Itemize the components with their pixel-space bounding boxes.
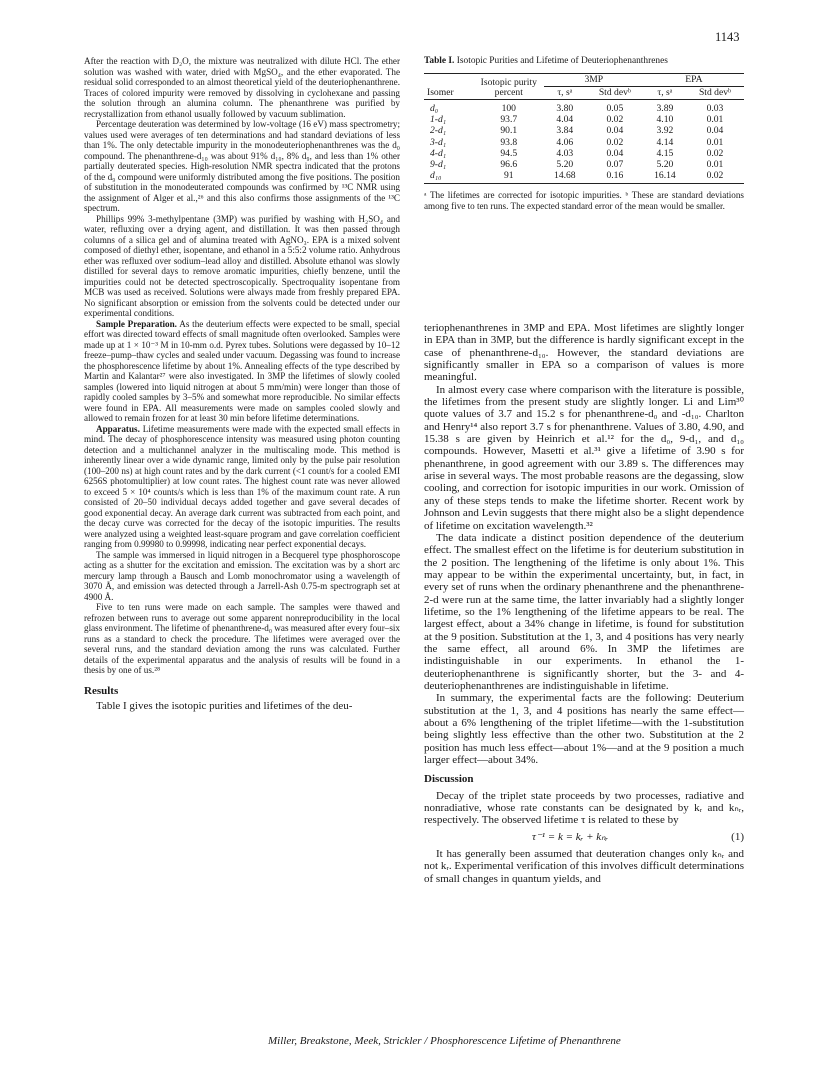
page-number: 1143 — [715, 30, 740, 44]
paragraph: The data indicate a distinct position dependence of the deuterium effect. The smallest effect on the lifetime is for deuterium substitution in the 2 position. The lengthening of the lifetime is only about 1%. This may appear to be within the experimental uncertainty, but, in fact, in every set of runs when the ordinary phenanthrene and the phenanthrene-2-d were run at the same time, the latter invariably had a slightly longer lifetime, so the 1% lengthening of the lifetime appears to be real. The largest effect, about a 34% change in lifetime, is found for substitution at the 9 position. Substitution at the 1, 3, and 4 positions has very nearly the same effect, all around 6%. In 3MP the lifetimes are indistinguishable in our experiments. In ethanol the 1-deuteriophenanthrene is significantly shorter, but the 3- and 4-deuteriophenanthrenes are indistinguishable in lifetime. — [424, 531, 744, 692]
column-header-purity: Isotopic purity percent — [474, 74, 544, 100]
cell-sd-epa: 0.01 — [706, 159, 724, 171]
cell-isomer: 3-d₁ — [430, 136, 447, 148]
paragraph: Phillips 99% 3-methylpentane (3MP) was purified by washing with H₂SO₄ and water, refluxing over a drying agent, and distillation. It was then passed through columns of a silica gel and of alumina treated with AgNO₃. EPA is a mixed solvent composed of diethyl ether, isopentane, and ethanol in a 5:5:2 volume ratio. Anhydrous ether was refluxed over sodium–lead alloy and distilled. Absolute ethanol was slowly distilled for several days to remove aromatic impurities, chiefly benzene, until the impurities could not be detected spectroscopically. Spectroquality isopentane from MCB was used as received. Solutions were always made from freshly prepared EPA. No significant absorption or emission from the solvents could be detected under our experimental conditions. — [84, 213, 400, 318]
cell-tau-3mp: 4.04 — [556, 114, 574, 126]
cell-purity: 96.6 — [500, 159, 518, 171]
cell-tau-epa: 3.89 — [656, 103, 674, 114]
sample-preparation-text: As the deuterium effects were expected to be small, special effort was directed toward effects of small magnitude often overlooked. Samples were made up at 1 × 10⁻³ M in 10-mm o.d. Pyrex tubes. Solutions were degassed by 10–12 freeze–pump–thaw cycles and sealed under vacuum. Degassing was found to increase the phosphorescence lifetime by about 1%. Annealing effects of the type described by Martin and Kalantar²⁷ were also investigated. In 3MP the lifetimes of slowly cooled samples (lowered into liquid nitrogen at about 5 mm/min) were longer than those of rapidly cooled samples by 3–5% and somewhat more reproducible. No similar effects were found in EPA. All measurements were made on samples cooled slowly and allowed to remain frozen for at least 30 min before lifetime determinations. — [84, 318, 400, 423]
table-block — [424, 56, 744, 212]
cell-tau-epa: 4.14 — [656, 136, 674, 148]
cell-sd-3mp: 0.07 — [606, 159, 624, 171]
paragraph: Table I gives the isotopic purities and lifetimes of the deu- — [96, 700, 353, 712]
cell-sd-epa: 0.03 — [706, 103, 724, 114]
cell-purity: 93.8 — [500, 136, 518, 148]
cell-isomer: 1-d₁ — [430, 114, 447, 126]
cell-sd-epa: 0.02 — [686, 170, 744, 184]
cell-purity: 90.1 — [500, 125, 518, 137]
section-heading-results: Results — [84, 684, 119, 697]
cell-tau-3mp: 4.03 — [556, 147, 574, 159]
paragraph: teriophenanthrenes in 3MP and EPA. Most lifetimes are slightly longer in EPA than in 3MP, but the difference is hardly significant except in the case of phenanthrene-d₁₀. However, the standard deviations are significantly smaller in EPA so a comparison of values is more meaningful. — [424, 322, 744, 384]
cell-tau-3mp: 4.06 — [556, 136, 574, 148]
section-heading-apparatus: Apparatus. — [96, 423, 140, 434]
column-header-tau-epa: τ, sᵃ — [644, 87, 686, 100]
apparatus-text: Lifetime measurements were made with the expected small effects in mind. The decay of phosphorescence intensity was measured using photon counting detection and a multichannel analyzer in the multiscaling mode. This method is inherently linear over a wide dynamic range, limited only by the pulse pair resolution (100–200 ns) at high count rates and by the dark current (<1 count/s for a cooled EMI 6256S photomultiplier) at low count rates. The highest count rate was never allowed to exceed 5 × 10⁴ counts/s which is less than 1% of the maximum count rate. A run consisted of 20–50 individual decays added together and gave several decades of good exponential decay. An average dark current was subtracted from each point, and the decay curve was corrected for the decay of the isotopic impurities. The results were analyzed using a weighted least-square program and gave correlation coefficient ranging from 0.99980 to 0.99998, indicating near perfect exponential decays. — [84, 423, 400, 549]
paragraph: Decay of the triplet state proceeds by two processes, radiative and nonradiative, whose rate constants can be designated by kᵣ and kₙᵣ, respectively. The observed lifetime τ is related to these by — [424, 789, 744, 827]
cell-sd-3mp: 0.02 — [606, 136, 624, 148]
paragraph — [84, 424, 400, 550]
table-title: Isotopic Purities and Lifetime of Deuteriophenanthrenes — [456, 56, 668, 66]
equation — [424, 831, 744, 843]
column-header-tau-3mp: τ, sᵃ — [544, 87, 586, 100]
cell-purity: 100 — [501, 103, 516, 114]
column-header-sd-epa: Std devᵇ — [686, 87, 744, 100]
table-row — [424, 159, 744, 170]
cell-isomer: 9-d₁ — [430, 159, 447, 171]
cell-tau-3mp: 3.84 — [556, 125, 574, 137]
table-row — [424, 114, 744, 125]
table-label: Table I. — [424, 56, 455, 66]
paragraph: In summary, the experimental facts are the following: Deuterium substitution at the 1, 3, and 4 positions has nearly the same effect—about a 6% lengthening of the triplet lifetime—with the 1-substitution being slightly less effective than the other two. Substitution at the 2 position has much less effect—about 1%—and at the 9 position a much larger effect—about 34%. — [424, 692, 744, 767]
cell-isomer: d₀ — [430, 103, 439, 114]
table-row — [424, 100, 744, 115]
table-row — [424, 137, 744, 148]
cell-tau-epa: 3.92 — [656, 125, 674, 137]
data-table — [424, 73, 744, 184]
paragraph: In almost every case where comparison with the literature is possible, the lifetimes from the present study are slightly longer. Li and Lim³⁰ quote values of 3.7 and 15.2 s for phenanthrene-d₀ and -d₁₀. Charlton and Henry¹⁴ also report 3.7 s for phenanthrene. Values of 3.80, 4.90, and 15.38 s are given by Heinrich et al.¹² for the d₀, 9-d₁, and d₁₀ compounds. However, Masetti et al.³¹ give a lifetime of 3.90 s for phenanthrene, in good agreement with our 3.89 s. The differences may arise in several ways. The most probable reasons are the degassing, slow cooling, and correction for isotopic impurities in our work. Omission of any of these steps tends to make the lifetime shorter. Recent work by Johnson and Levin suggests that there might also be a slight dependence of lifetime on excitation wavelength.³² — [424, 383, 744, 532]
running-footer: Miller, Breakstone, Meek, Strickler / Phosphorescence Lifetime of Phenanthrene — [268, 1035, 621, 1047]
cell-sd-3mp: 0.16 — [586, 170, 644, 184]
cell-tau-3mp: 5.20 — [556, 159, 574, 171]
cell-purity: 91 — [474, 170, 544, 184]
table-caption — [424, 56, 744, 67]
paragraph: It has generally been assumed that deuteration changes only kₙᵣ and not kᵣ. Experimental verification of this involves difficult determinations of small changes in quantum yields, and — [424, 848, 744, 885]
cell-isomer: d₁₀ — [424, 170, 474, 184]
column-header-isomer: Isomer — [424, 74, 474, 100]
table-row — [424, 170, 744, 184]
paragraph: Percentage deuteration was determined by low-voltage (16 eV) mass spectrometry; values used were averages of ten determinations and had standard deviations of less than 1%. The only detectable impurity in the monodeuteriophenanthrenes was the d₀ compound. The phenanthrene-d₁₀ was about 91% d₁₀, 8% d₉, and less than 1% other partially deuterated species. High-resolution NMR spectra indicated that the protons of the d₉ compound were uniformly distributed among the five positions. The position of substitution in the monodeuterated compounds was confirmed by ¹³C NMR using the assignment of Alger et al.,²⁶ and this also confirms those assignments of the ¹³C spectrum. — [84, 119, 400, 213]
cell-tau-epa: 4.10 — [656, 114, 674, 126]
equation-number: (1) — [731, 830, 744, 843]
section-heading-discussion: Discussion — [424, 773, 474, 786]
cell-sd-epa: 0.04 — [706, 125, 724, 137]
column-group-epa: EPA — [644, 74, 744, 87]
cell-sd-3mp: 0.04 — [606, 147, 624, 159]
cell-tau-3mp: 3.80 — [556, 103, 574, 114]
paragraph: The sample was immersed in liquid nitrogen in a Becquerel type phosphoroscope acting as a shutter for the excitation and emission. The excitation was by a short arc mercury lamp through a Bausch and Lomb monochromator using a wavelength of 3070 Å, and emission was detected through a Jarrell-Ash 0.75-m spectrograph set at 4900 Å. — [84, 549, 400, 602]
left-column — [84, 56, 400, 713]
cell-tau-epa: 16.14 — [644, 170, 686, 184]
section-heading-sample-preparation: Sample Preparation. — [96, 318, 177, 329]
table-row — [424, 148, 744, 159]
cell-purity: 93.7 — [500, 114, 518, 126]
right-column — [424, 322, 744, 885]
cell-sd-3mp: 0.04 — [606, 125, 624, 137]
table-row — [424, 125, 744, 136]
paragraph: After the reaction with D₂O, the mixture was neutralized with dilute HCl. The ether solution was washed with water, dried with MgSO₄, and the ether evaporated. The residual solid corresponded to an almost theoretical yield of the deuteriophenanthrene. Traces of colored impurity were removed by dissolving in cyclohexane and passing the solution through an alumina column. The phenanthrene was purified by recrystallization from ethanol usually followed by vacuum sublimation. — [84, 56, 400, 119]
table-footnote: ᵃ The lifetimes are corrected for isotopic impurities. ᵇ These are standard deviations among five to ten runs. The expected standard error of the mean would be smaller. — [424, 190, 744, 212]
cell-isomer: 4-d₁ — [430, 147, 447, 159]
cell-purity: 94.5 — [500, 147, 518, 159]
cell-sd-epa: 0.02 — [706, 147, 724, 159]
cell-sd-3mp: 0.05 — [606, 103, 624, 114]
column-group-3mp: 3MP — [544, 74, 644, 87]
cell-tau-3mp: 14.68 — [544, 170, 586, 184]
cell-tau-epa: 5.20 — [656, 159, 674, 171]
paragraph — [84, 319, 400, 424]
column-header-sd-3mp: Std devᵇ — [586, 87, 644, 100]
cell-isomer: 2-d₁ — [430, 125, 447, 137]
cell-tau-epa: 4.15 — [656, 147, 674, 159]
paragraph: Five to ten runs were made on each sample. The samples were thawed and refrozen between runs to average out some apparent nonreproducibility in the local glass environment. The lifetime of phenanthrene-d₀ was measured after every four–six runs as a standard to check the procedure. The lifetimes were averaged over the several runs, and the standard deviation among the runs was calculated. Further details of the experimental apparatus and the analysis of results will be found in a thesis by one of us.²⁸ — [84, 602, 400, 675]
equation-formula: τ⁻¹ = k = kᵣ + kₙᵣ — [532, 830, 609, 843]
cell-sd-epa: 0.01 — [706, 136, 724, 148]
cell-sd-3mp: 0.02 — [606, 114, 624, 126]
cell-sd-epa: 0.01 — [706, 114, 724, 126]
